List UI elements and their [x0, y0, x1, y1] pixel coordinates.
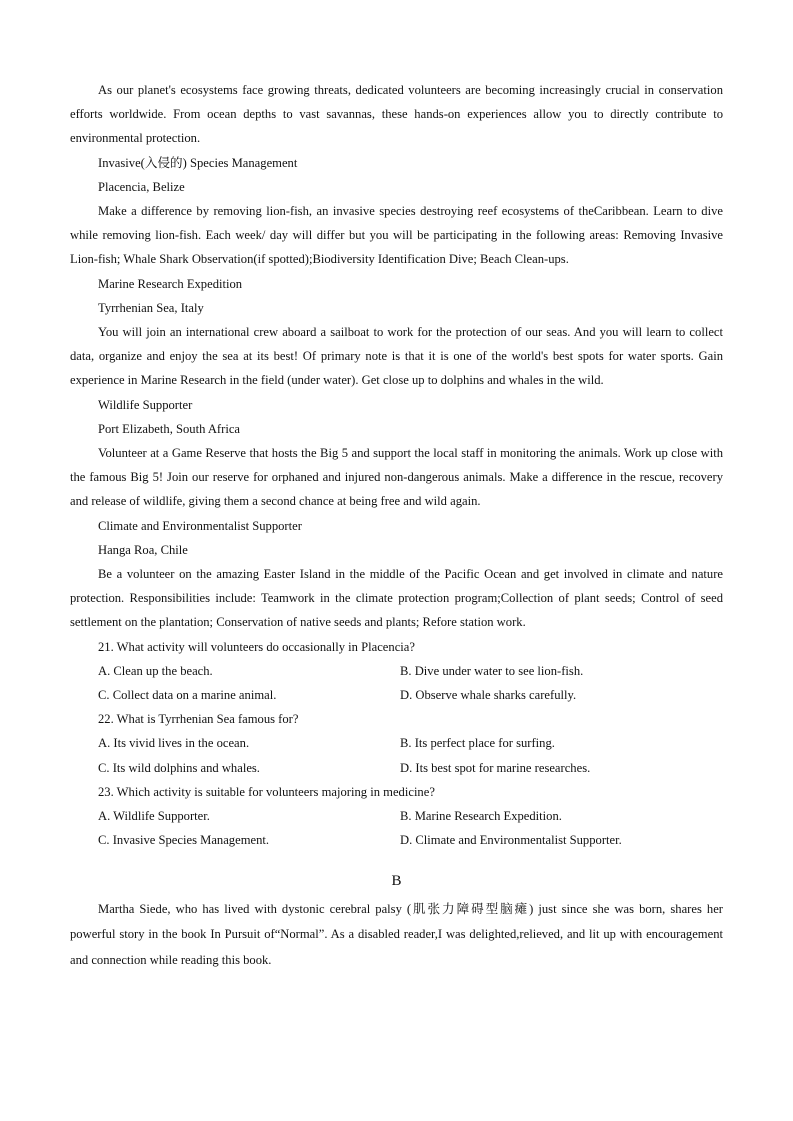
project-location: Tyrrhenian Sea, Italy — [98, 300, 204, 315]
project-location: Hanga Roa, Chile — [98, 542, 188, 557]
project-location: Placencia, Belize — [98, 179, 185, 194]
project-title: Invasive(入侵的) Species Management — [98, 155, 298, 170]
passage-b-intro: Martha Siede, who has lived with dystonic cerebral palsy (肌张力障碍型脑瘫) just since she was born, shares her powerful story in the book In Pursuit of“Normal”. As a disabled reader,I was delighted,relieved, and lit up with encouragement and connection while reading this book. — [70, 901, 723, 967]
option-a: A. Its vivid lives in the ocean. — [98, 736, 250, 751]
option-a: A. Wildlife Supporter. — [98, 809, 210, 824]
project-title: Climate and Environmentalist Supporter — [98, 518, 302, 533]
option-b: B. Dive under water to see lion-fish. — [400, 663, 584, 678]
project-description: You will join an international crew aboard a sailboat to work for the protection of our seas. And you will learn to collect data, organize and enjoy the sea at its best! Of primary note is that it is one of the world's best spots for water sports. Gain experience in Marine Research in the field (under water). Get close up to dolphins and whales in the wild. — [70, 325, 723, 388]
project-description: Make a difference by removing lion-fish, an invasive species destroying reef ecosystems of theCaribbean. Learn to dive while removing lion-fish. Each week/ day will differ but you will be participating in the following areas: Removing Invasive Lion-fish; Whale Shark Observation(if spotted);Biodiversity Identification Dive; Beach Clean-ups. — [70, 204, 723, 267]
option-row — [70, 756, 723, 780]
option-d: D. Climate and Environmentalist Supporter. — [400, 833, 622, 848]
project-title: Marine Research Expedition — [98, 276, 243, 291]
option-row — [70, 659, 723, 683]
section-heading: B — [391, 872, 402, 889]
option-row — [70, 731, 723, 755]
document-page — [70, 78, 723, 973]
option-d: D. Its best spot for marine researches. — [400, 760, 591, 775]
option-a: A. Clean up the beach. — [98, 663, 213, 678]
passage-a-intro: As our planet's ecosystems face growing threats, dedicated volunteers are becoming increasingly crucial in conservation efforts worldwide. From ocean depths to vast savannas, these hands-on experiences allow you to directly contribute to environmental protection. — [70, 83, 723, 146]
project-description: Volunteer at a Game Reserve that hosts the Big 5 and support the local staff in monitoring the animals. Work up close with the famous Big 5! Join our reserve for orphaned and injured non-dangerous animals. Make a difference in the rescue, recovery and release of wildlife, giving them a second chance at being free and wild again. — [70, 446, 723, 509]
option-c: C. Its wild dolphins and whales. — [98, 760, 260, 775]
project-description: Be a volunteer on the amazing Easter Island in the middle of the Pacific Ocean and get involved in climate and nature protection. Responsibilities include: Teamwork in the climate protection program;Collection of plant seeds; Control of seed settlement on the plantation; Conservation of native seeds and plants; Refore station work. — [70, 567, 723, 630]
option-c: C. Collect data on a marine animal. — [98, 688, 277, 703]
question-stem: 22. What is Tyrrhenian Sea famous for? — [98, 712, 299, 727]
option-d: D. Observe whale sharks carefully. — [400, 688, 577, 703]
option-row — [70, 683, 723, 707]
option-b: B. Marine Research Expedition. — [400, 809, 562, 824]
option-row — [70, 804, 723, 828]
project-title: Wildlife Supporter — [98, 397, 193, 412]
question-stem: 21. What activity will volunteers do occasionally in Placencia? — [98, 639, 415, 654]
option-row — [70, 828, 723, 852]
project-location: Port Elizabeth, South Africa — [98, 421, 240, 436]
option-b: B. Its perfect place for surfing. — [400, 736, 555, 751]
option-c: C. Invasive Species Management. — [98, 833, 270, 848]
question-stem: 23. Which activity is suitable for volunteers majoring in medicine? — [98, 784, 435, 799]
